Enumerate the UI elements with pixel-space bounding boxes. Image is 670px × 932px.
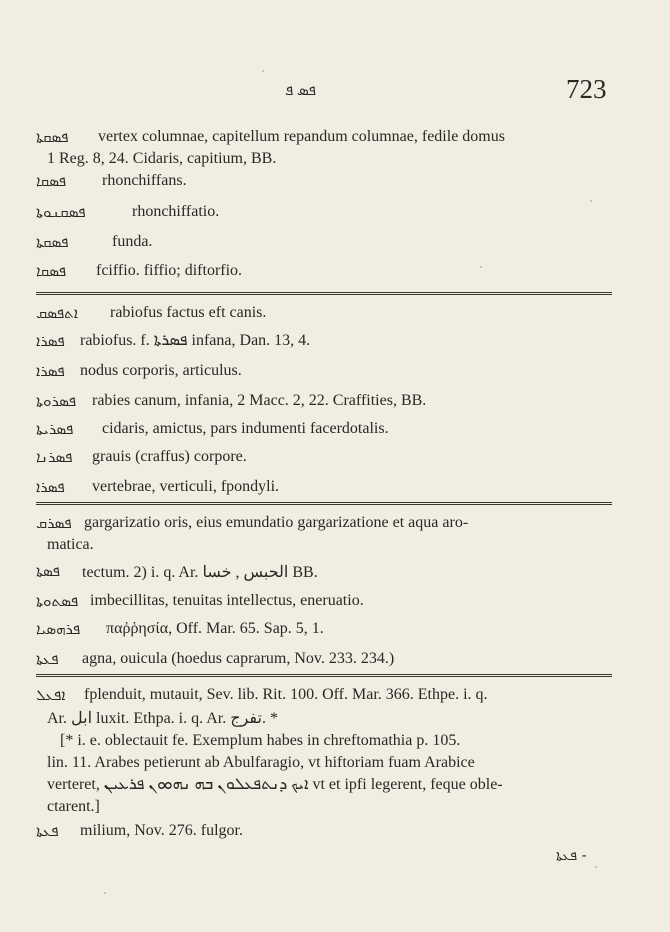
entry-gloss: matica. [47,536,94,553]
syriac-headword: ܦܥܬܐ [36,650,59,668]
syriac-headword: ܦܣܬܐ [36,562,60,580]
footnote-line: ctarent.] [47,798,100,815]
syriac-headword: ܐܬܦܣܩ [36,304,78,322]
syriac-headword: ܦܣܪܩ [36,514,72,532]
section-divider [36,292,612,295]
entry-gloss: fciffio. fiffio; diftorfio. [96,262,243,279]
paper-speck [595,866,597,868]
entry-gloss: rhonchiffans. [102,172,187,189]
syriac-headword: ܦܪܗܣܝܐ [36,620,81,638]
syriac-headword: ܦܣܩܢܘܬܐ [36,203,86,221]
syriac-headword: ܦܣܩܬܐ [36,128,69,146]
footnote-line: lin. 11. Arabes petierunt ab Abulfaragio, vt hiftoriam fuam Arabice [47,754,475,771]
page-number: 723 [566,74,607,104]
syriac-headword: ܦܣܩܐ [36,172,67,190]
entry-gloss: tectum. 2) i. q. Ar. الحبس , خسا BB. [82,564,318,581]
entry-gloss: funda. [112,233,153,250]
syriac-headword: ܐܦܥܠ [36,686,66,704]
syriac-headword: ܦܥܬܐ [36,822,59,840]
syriac-headword: ܦܣܪܘܬܐ [36,392,77,410]
entry-gloss: rabies canum, infania, 2 Macc. 2, 22. Craffities, BB. [92,392,427,409]
section-divider [36,674,612,677]
syriac-headword: ܦܣܬܘܬܐ [36,592,79,610]
syriac-headword: ܦܣܩܬܐ [36,233,69,251]
entry-gloss: rabiofus factus eft canis. [110,304,267,321]
running-header: ܦܣ ܦ [285,83,316,99]
footnote-line: [* i. e. oblectauit fe. Exemplum habes in chreftomathia p. 105. [60,732,461,749]
entry-gloss: milium, Nov. 276. fulgor. [80,822,243,839]
entry-gloss: rabiofus. f. ܦܣܪܬܐ infana, Dan. 13, 4. [80,332,311,349]
syriac-headword: ܦܣܪܐ [36,362,65,380]
syriac-headword: ܦܣܪܐ [36,478,65,496]
entry-gloss: nodus corporis, articulus. [80,362,242,379]
syriac-headword: ܦܣܪܢܐ [36,448,73,466]
paper-speck [480,266,482,268]
syriac-headword: ܦܣܪܝܬܐ [36,420,74,438]
syriac-headword: ܦܣܪܐ [36,332,65,350]
entry-gloss: vertebrae, verticuli, fpondyli. [92,478,280,495]
section-divider [36,502,612,505]
entry-gloss: imbecillitas, tenuitas intellectus, eneruatio. [90,592,364,609]
entry-gloss: παῤῥησία, Off. Mar. 65. Sap. 5, 1. [106,620,324,637]
entry-gloss: agna, ouicula (hoedus caprarum, Nov. 233. 234.) [82,650,395,667]
entry-gloss: rhonchiffatio. [132,203,220,220]
footnote-line: verteret, ܐܝܟ ܕܢܬܦܥܠܘܢ ܒܗ ܢܗܘܘܢ ܦܪܥܝܢ vt et ipfi legerent, feque oble- [47,776,503,793]
entry-gloss: cidaris, amictus, pars indumenti facerdotalis. [102,420,389,437]
paper-speck [590,200,592,202]
entry-gloss: Ar. ابل luxit. Ethpa. i. q. Ar. تفرج. * [47,710,278,727]
catchword: ܦܥܬܐ - [556,848,587,864]
syriac-headword: ܦܣܩܐ [36,262,67,280]
paper-speck [262,70,264,72]
entry-gloss: grauis (craffus) corpore. [92,448,247,465]
entry-gloss: fplenduit, mutauit, Sev. lib. Rit. 100. Off. Mar. 366. Ethpe. i. q. [84,686,488,703]
paper-speck [104,892,106,894]
entry-gloss: vertex columnae, capitellum repandum columnae, fedile domus [98,128,505,145]
entry-gloss: 1 Reg. 8, 24. Cidaris, capitium, BB. [47,150,277,167]
entry-gloss: gargarizatio oris, eius emundatio gargarizatione et aqua aro- [84,514,469,531]
